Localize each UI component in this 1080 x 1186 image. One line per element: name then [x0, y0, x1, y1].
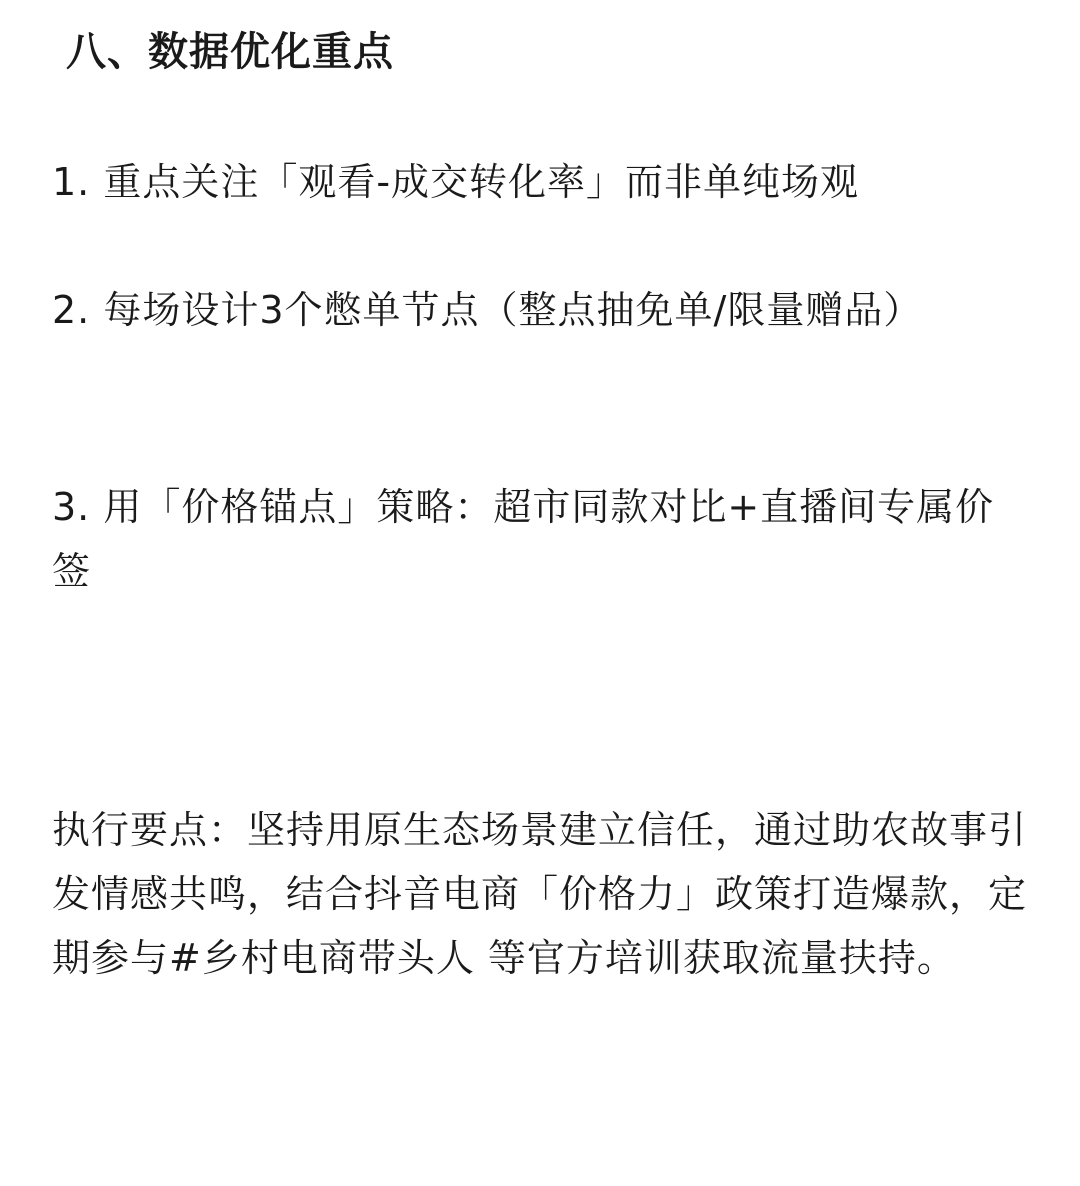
section-heading: 八、数据优化重点	[66, 29, 394, 75]
list-item-1: 1. 重点关注「观看-成交转化率」而非单纯场观	[52, 160, 860, 204]
list-item-2: 2. 每场设计3个憋单节点（整点抽免单/限量赠品）	[52, 288, 923, 332]
list-item-3: 3. 用「价格锚点」策略：超市同款对比+直播间专属价签	[52, 485, 995, 593]
execution-summary: 执行要点：坚持用原生态场景建立信任，通过助农故事引发情感共鸣，结合抖音电商「价格力」政策打造爆款，定期参与#乡村电商带头人 等官方培训获取流量扶持。	[52, 808, 1028, 980]
